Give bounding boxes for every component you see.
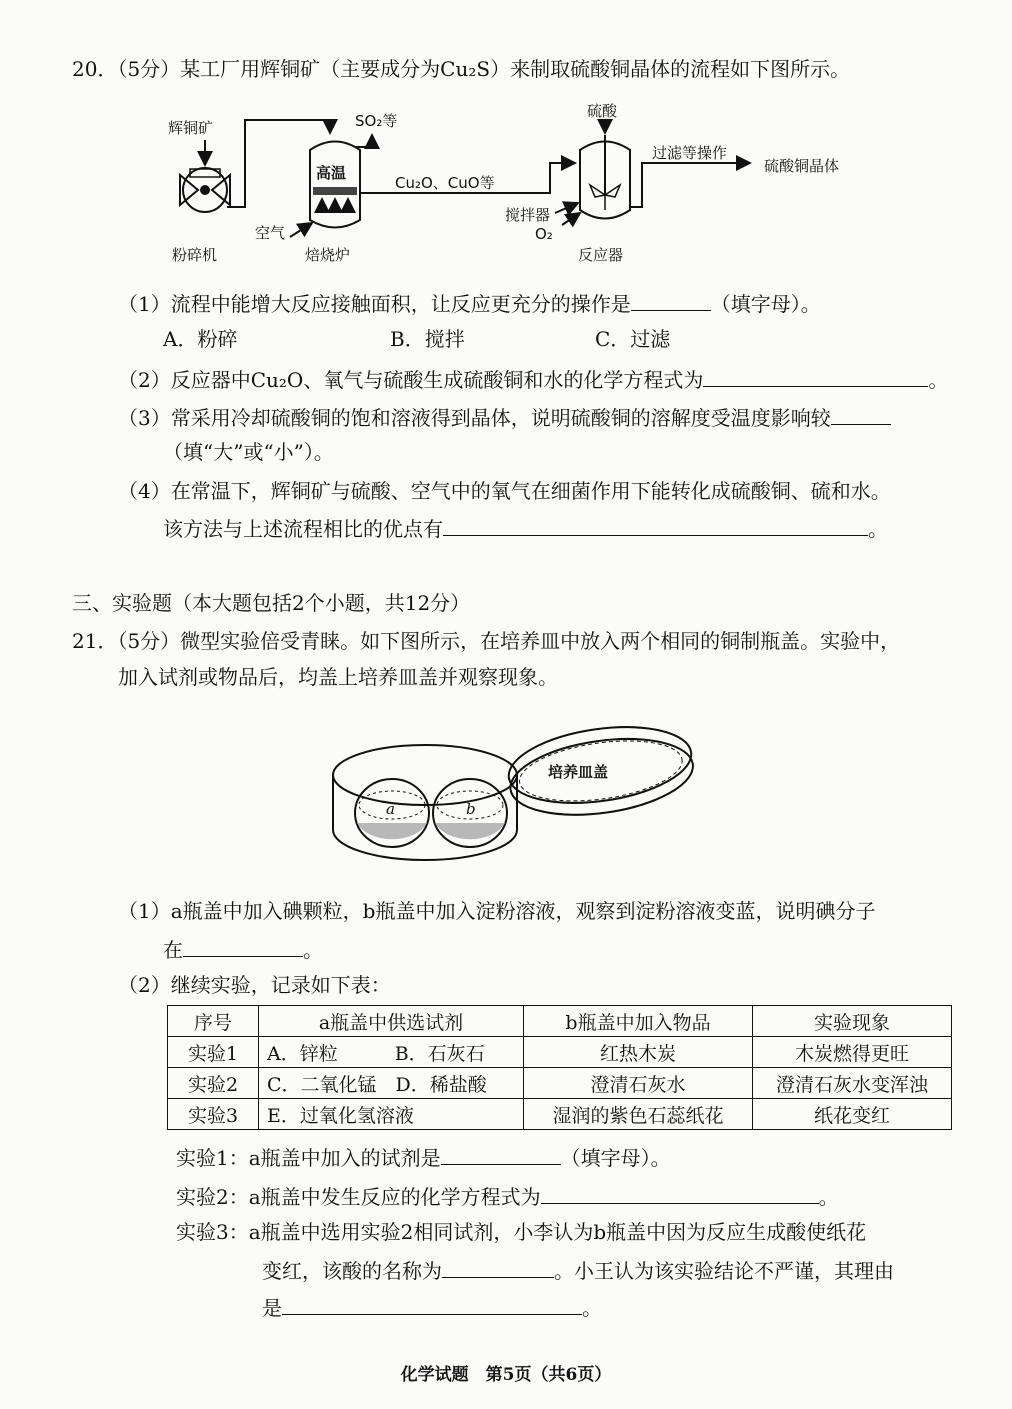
filter-label: 过滤等操作 [652,144,728,162]
row-id: 实验3 [168,1099,259,1130]
furnace-icon [310,142,360,228]
table-header: a瓶盖中供选试剂 [259,1006,524,1037]
q21-stem-2: 加入试剂或物品后，均盖上培养皿盖并观察现象。 [118,665,558,689]
row-reagent: A．锌粒 B．石灰石 [259,1037,524,1068]
q20-part2: （2）反应器中Cu₂O、氧气与硫酸生成硫酸铜和水的化学方程式为 。 [118,364,948,394]
option-b: B．搅拌 [390,327,465,351]
cap-a-label: a [386,800,395,818]
row-result: 木炭燃得更旺 [753,1037,952,1068]
exp3-question: 实验3：a瓶盖中选用实验2相同试剂，小李认为b瓶盖中因为反应生成酸使纸花 [176,1220,867,1244]
option-c: C．过滤 [595,327,671,351]
q20-part3-hint: （填“大”或“小”）。 [163,440,334,464]
reactor-label: 反应器 [578,246,624,264]
flow-diagram [150,95,880,270]
table-header: 实验现象 [753,1006,952,1037]
answer-blank[interactable] [441,1142,561,1165]
q21-part2: （2）继续实验，记录如下表： [118,973,391,997]
exp3-question-b: 变红，该酸的名称为 。小王认为该实验结论不严谨，其理由 [262,1255,894,1285]
crusher-label: 粉碎机 [172,246,218,264]
crusher-icon [180,168,230,212]
q21-part1: （1）a瓶盖中加入碘颗粒，b瓶盖中加入淀粉溶液，观察到淀粉溶液变蓝，说明碘分子 [118,899,876,923]
answer-blank[interactable] [442,1255,554,1278]
q20-part4: （4）在常温下，辉铜矿与硫酸、空气中的氧气在细菌作用下能转化成硫酸铜、硫和水。 [118,479,891,503]
exp1-question: 实验1：a瓶盖中加入的试剂是 （填字母）。 [176,1142,671,1172]
exp2-question: 实验2：a瓶盖中发生反应的化学方程式为 。 [176,1181,839,1211]
so2-label: SO₂等 [355,112,398,130]
experiment-table [167,1005,952,1130]
answer-blank[interactable] [631,288,711,311]
stirrer-label: 搅拌器 [505,206,551,224]
acid-label: 硫酸 [587,102,618,120]
table-header: 序号 [168,1006,259,1037]
row-result: 澄清石灰水变浑浊 [753,1068,952,1099]
row-item: 红热木炭 [524,1037,753,1068]
answer-blank[interactable] [703,364,928,387]
dish-lid-label: 培养皿盖 [548,763,609,781]
answer-blank[interactable] [443,513,868,536]
table-row [168,1037,952,1068]
q20-part4-b: 该方法与上述流程相比的优点有 。 [163,513,888,543]
answer-blank[interactable] [831,402,891,425]
option-a: A．粉碎 [163,327,238,351]
reactor-icon [580,135,630,219]
exp3-question-c: 是 。 [262,1292,602,1322]
furnace-label: 焙烧炉 [305,246,351,264]
answer-blank[interactable] [282,1292,582,1315]
q21-part1-b: 在 。 [163,934,323,964]
q20-part1: （1）流程中能增大反应接触面积，让反应更充分的操作是 （填字母）。 [118,288,821,318]
row-result: 纸花变红 [753,1099,952,1130]
ore-label: 辉铜矿 [168,119,214,137]
high-temp-label: 高温 [316,164,347,182]
table-header-row [168,1006,952,1037]
answer-blank[interactable] [541,1181,819,1204]
cap-b-label: b [466,800,476,818]
row-item: 湿润的紫色石蕊纸花 [524,1099,753,1130]
crystal-label: 硫酸铜晶体 [764,157,840,175]
o2-label: O₂ [535,225,553,243]
q21-stem: 21．（5分）微型实验倍受青睐。如下图所示，在培养皿中放入两个相同的铜制瓶盖。实验中， [72,629,901,653]
table-row [168,1068,952,1099]
answer-blank[interactable] [183,934,303,957]
section-title: 三、实验题（本大题包括2个小题，共12分） [72,591,471,615]
table-header: b瓶盖中加入物品 [524,1006,753,1037]
row-reagent: E．过氧化氢溶液 [259,1099,524,1130]
row-id: 实验2 [168,1068,259,1099]
row-id: 实验1 [168,1037,259,1068]
row-item: 澄清石灰水 [524,1068,753,1099]
product-label: Cu₂O、CuO等 [395,174,495,192]
q20-stem: 20．（5分）某工厂用辉铜矿（主要成分为Cu₂S）来制取硫酸铜晶体的流程如下图所示。 [72,57,851,81]
row-reagent: C．二氧化锰 D．稀盐酸 [259,1068,524,1099]
page-footer: 化学试题 第5页（共6页） [400,1365,612,1385]
q20-part3: （3）常采用冷却硫酸铜的饱和溶液得到晶体，说明硫酸铜的溶解度受温度影响较 [118,402,891,432]
air-label: 空气 [255,224,286,242]
petri-dish-figure [330,705,700,880]
table-row [168,1099,952,1130]
